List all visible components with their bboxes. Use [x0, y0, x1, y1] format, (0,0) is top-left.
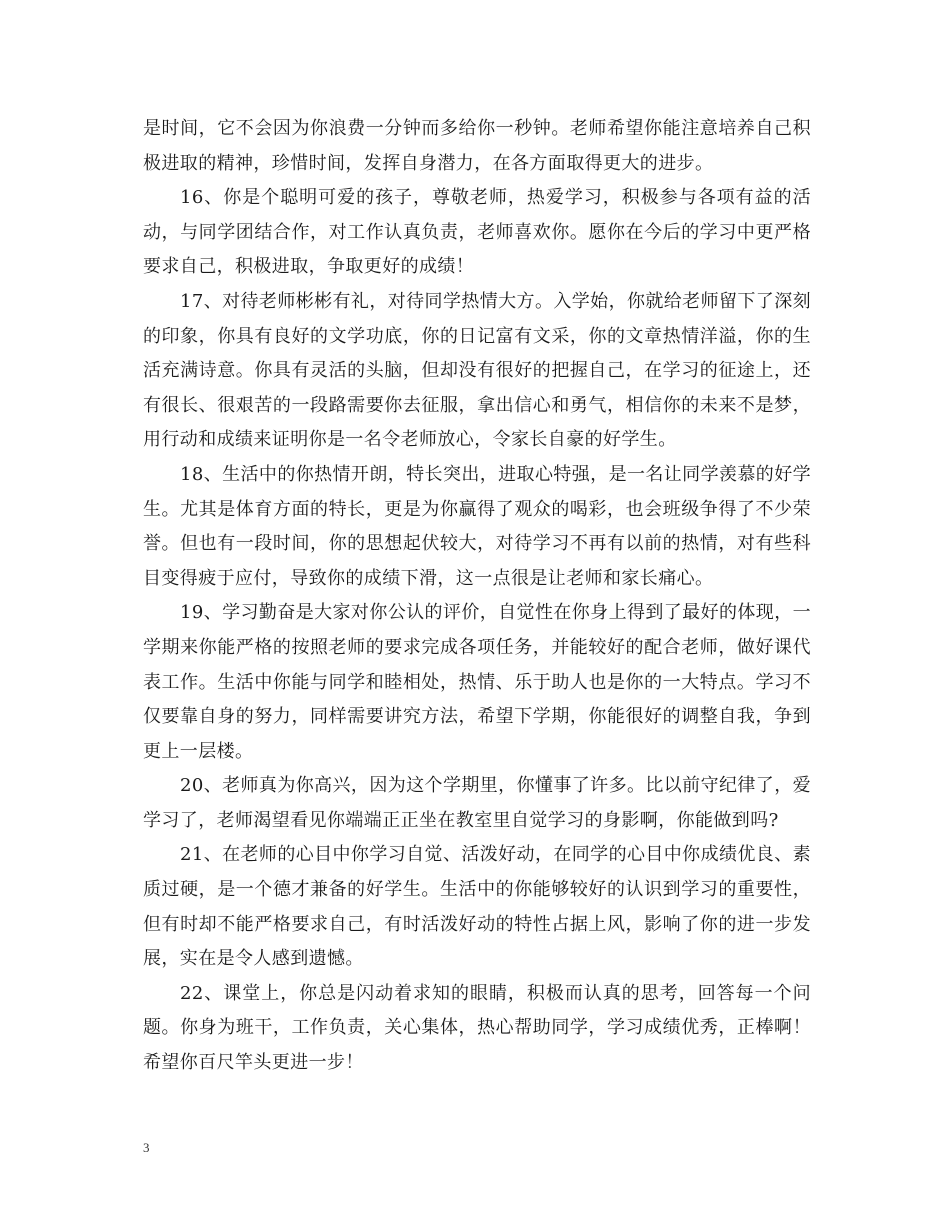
paragraph-continuation: 是时间，它不会因为你浪费一分钟而多给你一秒钟。老师希望你能注意培养自己积极进取的精神，珍惜时间，发挥自身潜力，在各方面取得更大的进步。 [143, 118, 811, 174]
paragraph-16: 16、你是个聪明可爱的孩子，尊敬老师，热爱学习，积极参与各项有益的活动，与同学团结合作，对工作认真负责，老师喜欢你。愿你在今后的学习中更严格要求自己，积极进取，争取更好的成绩！ [143, 187, 811, 278]
page-number: 3 [143, 1140, 150, 1155]
paragraph-20: 20、老师真为你高兴，因为这个学期里，你懂事了许多。比以前守纪律了，爱学习了，老师渴望看见你端端正正坐在教室里自觉学习的身影啊，你能做到吗? [143, 775, 811, 831]
paragraph-19: 19、学习勤奋是大家对你公认的评价，自觉性在你身上得到了最好的体现，一学期来你能严格的按照老师的要求完成各项任务，并能较好的配合老师，做好课代表工作。生活中你能与同学和睦相处，热情、乐于助人也是你的一大特点。学习不仅要靠自身的努力，同样需要讲究方法，希望下学期，你能很好的调整自我，争到更上一层楼。 [143, 602, 811, 762]
paragraph-18: 18、生活中的你热情开朗，特长突出，进取心特强，是一名让同学羡慕的好学生。尤其是体育方面的特长，更是为你赢得了观众的喝彩，也会班级争得了不少荣誉。但也有一段时间，你的思想起伏较大，对待学习不再有以前的热情，对有些科目变得疲于应付，导致你的成绩下滑，这一点很是让老师和家长痛心。 [143, 463, 811, 589]
paragraph-22: 22、课堂上，你总是闪动着求知的眼睛，积极而认真的思考，回答每一个问题。你身为班干，工作负责，关心集体，热心帮助同学，学习成绩优秀，正棒啊！希望你百尺竿头更进一步！ [143, 982, 811, 1074]
paragraph-17: 17、对待老师彬彬有礼，对待同学热情大方。入学始，你就给老师留下了深刻的印象，你具有良好的文学功底，你的日记富有文采，你的文章热情洋溢，你的生活充满诗意。你具有灵活的头脑，但却没有很好的把握自己，在学习的征途上，还有很长、很艰苦的一段路需要你去征服，拿出信心和勇气，相信你的未来不是梦，用行动和成绩来证明你是一名令老师放心，令家长自豪的好学生。 [143, 290, 811, 451]
document-body [143, 112, 811, 1081]
paragraph-21: 21、在老师的心目中你学习自觉、活泼好动，在同学的心目中你成绩优良、素质过硬，是一个德才兼备的好学生。生活中的你能够较好的认识到学习的重要性，但有时却不能严格要求自己，有时活泼好动的特性占据上风，影响了你的进一步发展，实在是令人感到遗憾。 [143, 844, 811, 970]
